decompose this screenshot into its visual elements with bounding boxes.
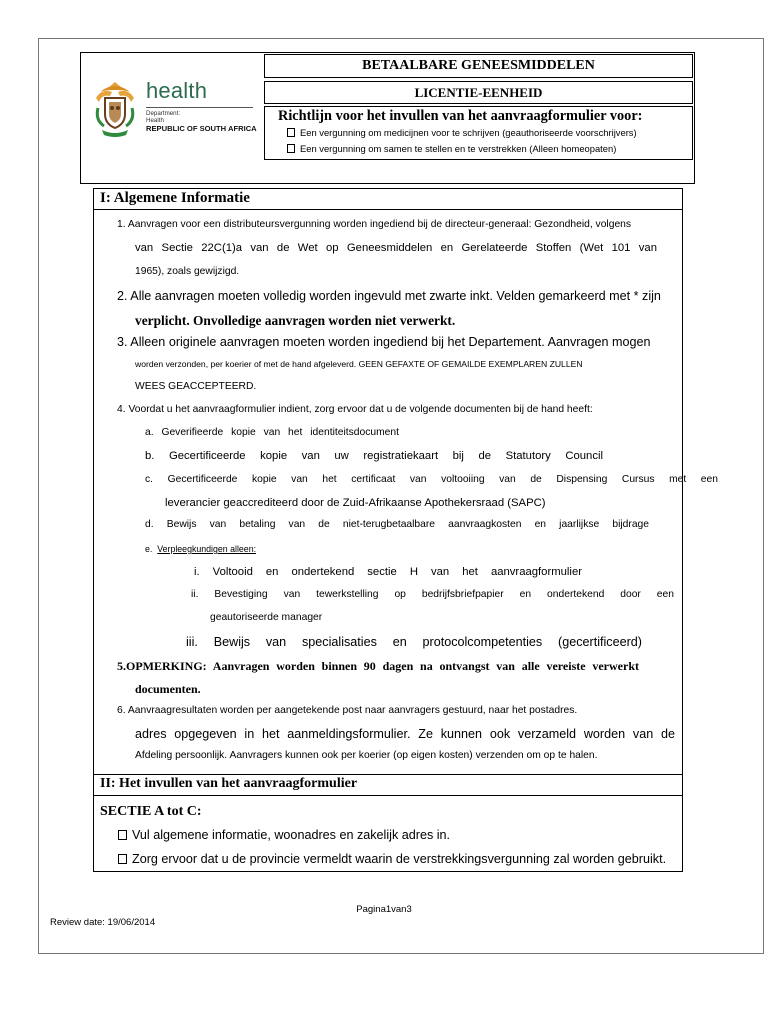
item1-line1: 1. Aanvragen voor een distributeursvergunning worden ingediend bij de directeur-generaal: Gezondheid, volgens (117, 219, 632, 230)
item5-line1: 5.OPMERKING: Aanvragen worden binnen 90 dagen na ontvangst van alle vereiste verwerkt (117, 659, 639, 673)
item4-d: d. Bewijs van betaling van de niet-terugbetaalbare aanvraagkosten en jaarlijkse bijdrage (145, 519, 649, 530)
item4-e-ii-line1: ii. Bevestiging van tewerkstelling op bedrijfsbriefpapier en ondertekend door een (191, 589, 674, 600)
section1-heading: I: Algemene Informatie (100, 190, 250, 206)
option-verstrekken-label: Een vergunning om samen te stellen en te verstrekken (Alleen homeopaten) (300, 143, 617, 154)
page-number: Pagina1van3 (356, 904, 412, 915)
logo-country: REPUBLIC OF SOUTH AFRICA (146, 124, 257, 133)
section2-bullet2 (118, 852, 666, 866)
item5-line2: documenten. (135, 682, 201, 696)
title-richtlijn: Richtlijn voor het invullen van het aanvraagformulier voor: (278, 108, 643, 124)
item4-e-prefix: e. (145, 544, 153, 554)
item4-e-ii-line2: geautoriseerde manager (210, 612, 323, 623)
logo-department (146, 110, 180, 124)
item1-line2: van Sectie 22C(1)a van de Wet op Geneesmiddelen en Gerelateerde Stoffen (Wet 101 van (135, 242, 657, 254)
item4-c-line1: c. Gecertificeerde kopie van het certificaat van voltooiing van de Dispensing Cursus met een (145, 474, 718, 485)
logo-brand: health (146, 78, 208, 103)
item4-b: b. Gecertificeerde kopie van uw registratiekaart bij de Statutory Council (145, 450, 603, 462)
item4-e-iii: iii. Bewijs van specialisaties en protocolcompetenties (gecertificeerd) (186, 635, 642, 649)
checkbox-icon (118, 830, 127, 840)
checkbox-voorschrijven[interactable] (287, 128, 295, 137)
section2-bullet1 (118, 828, 450, 842)
item4-e-i: i. Voltooid en ondertekend sectie H van het aanvraagformulier (194, 566, 582, 578)
logo-divider (146, 107, 253, 108)
item6-line3: Afdeling persoonlijk. Aanvragers kunnen ook per koerier (op eigen kosten) verzenden om op te halen. (135, 750, 598, 761)
title-licentie: LICENTIE-EENHEID (264, 81, 693, 104)
item3-line3: WEES GEACCEPTEERD. (135, 381, 257, 392)
logo-dept-line2: Health (146, 117, 164, 124)
option-verstrekken (287, 143, 616, 154)
logo-dept-line1: Department: (146, 110, 181, 117)
item1-line3: 1965), zoals gewijzigd. (135, 266, 240, 277)
item2-line2: verplicht. Onvolledige aanvragen worden niet verwerkt. (135, 313, 456, 328)
section2-heading: II: Het invullen van het aanvraagformulier (100, 776, 358, 791)
item4-a: a. Geverifieerde kopie van het identiteitsdocument (145, 427, 399, 438)
item6-line1: 6. Aanvraagresultaten worden per aangetekende post naar aanvragers gestuurd, naar het postadres. (117, 705, 578, 716)
section2-bullet1-text: Vul algemene informatie, woonadres en zakelijk adres in. (132, 828, 451, 842)
item3-line2: worden verzonden, per koerier of met de hand afgeleverd. GEEN GEFAXTE OF GEMAILDE EXEMPLAREN ZULLEN (135, 359, 583, 369)
item3-line1: 3. Alleen originele aanvragen moeten worden ingediend bij het Departement. Aanvragen mogen (117, 335, 651, 349)
item2-line1: 2. Alle aanvragen moeten volledig worden ingevuld met zwarte inkt. Velden gemarkeerd met * zijn (117, 289, 661, 303)
review-date: Review date: 19/06/2014 (50, 917, 156, 928)
checkbox-verstrekken[interactable] (287, 144, 295, 153)
section2-bullet2-text: Zorg ervoor dat u de provincie vermeldt waarin de verstrekkingsvergunning zal worden gebruikt. (132, 852, 667, 866)
title-betaalbare: BETAALBARE GENEESMIDDELEN (264, 54, 693, 78)
option-voorschrijven (287, 127, 637, 138)
item4-c-line2: leverancier geaccrediteerd door de Zuid-Afrikaanse Apothekersraad (SAPC) (165, 497, 546, 509)
item4-intro: 4. Voordat u het aanvraagformulier indient, zorg ervoor dat u de volgende documenten bij de hand heeft: (117, 404, 593, 415)
item4-e (145, 544, 256, 554)
option-voorschrijven-label: Een vergunning om medicijnen voor te schrijven (geauthoriseerde voorschrijvers) (300, 127, 637, 138)
coat-of-arms-icon (92, 80, 138, 140)
item6-line2: adres opgegeven in het aanmeldingsformulier. Ze kunnen ook verzameld worden van de (135, 727, 675, 741)
title-richtlijn-box (264, 106, 693, 160)
item4-e-label: Verpleegkundigen alleen: (157, 544, 257, 554)
department-logo (92, 78, 262, 142)
checkbox-icon (118, 854, 127, 864)
section2-subheading: SECTIE A tot C: (100, 804, 202, 819)
